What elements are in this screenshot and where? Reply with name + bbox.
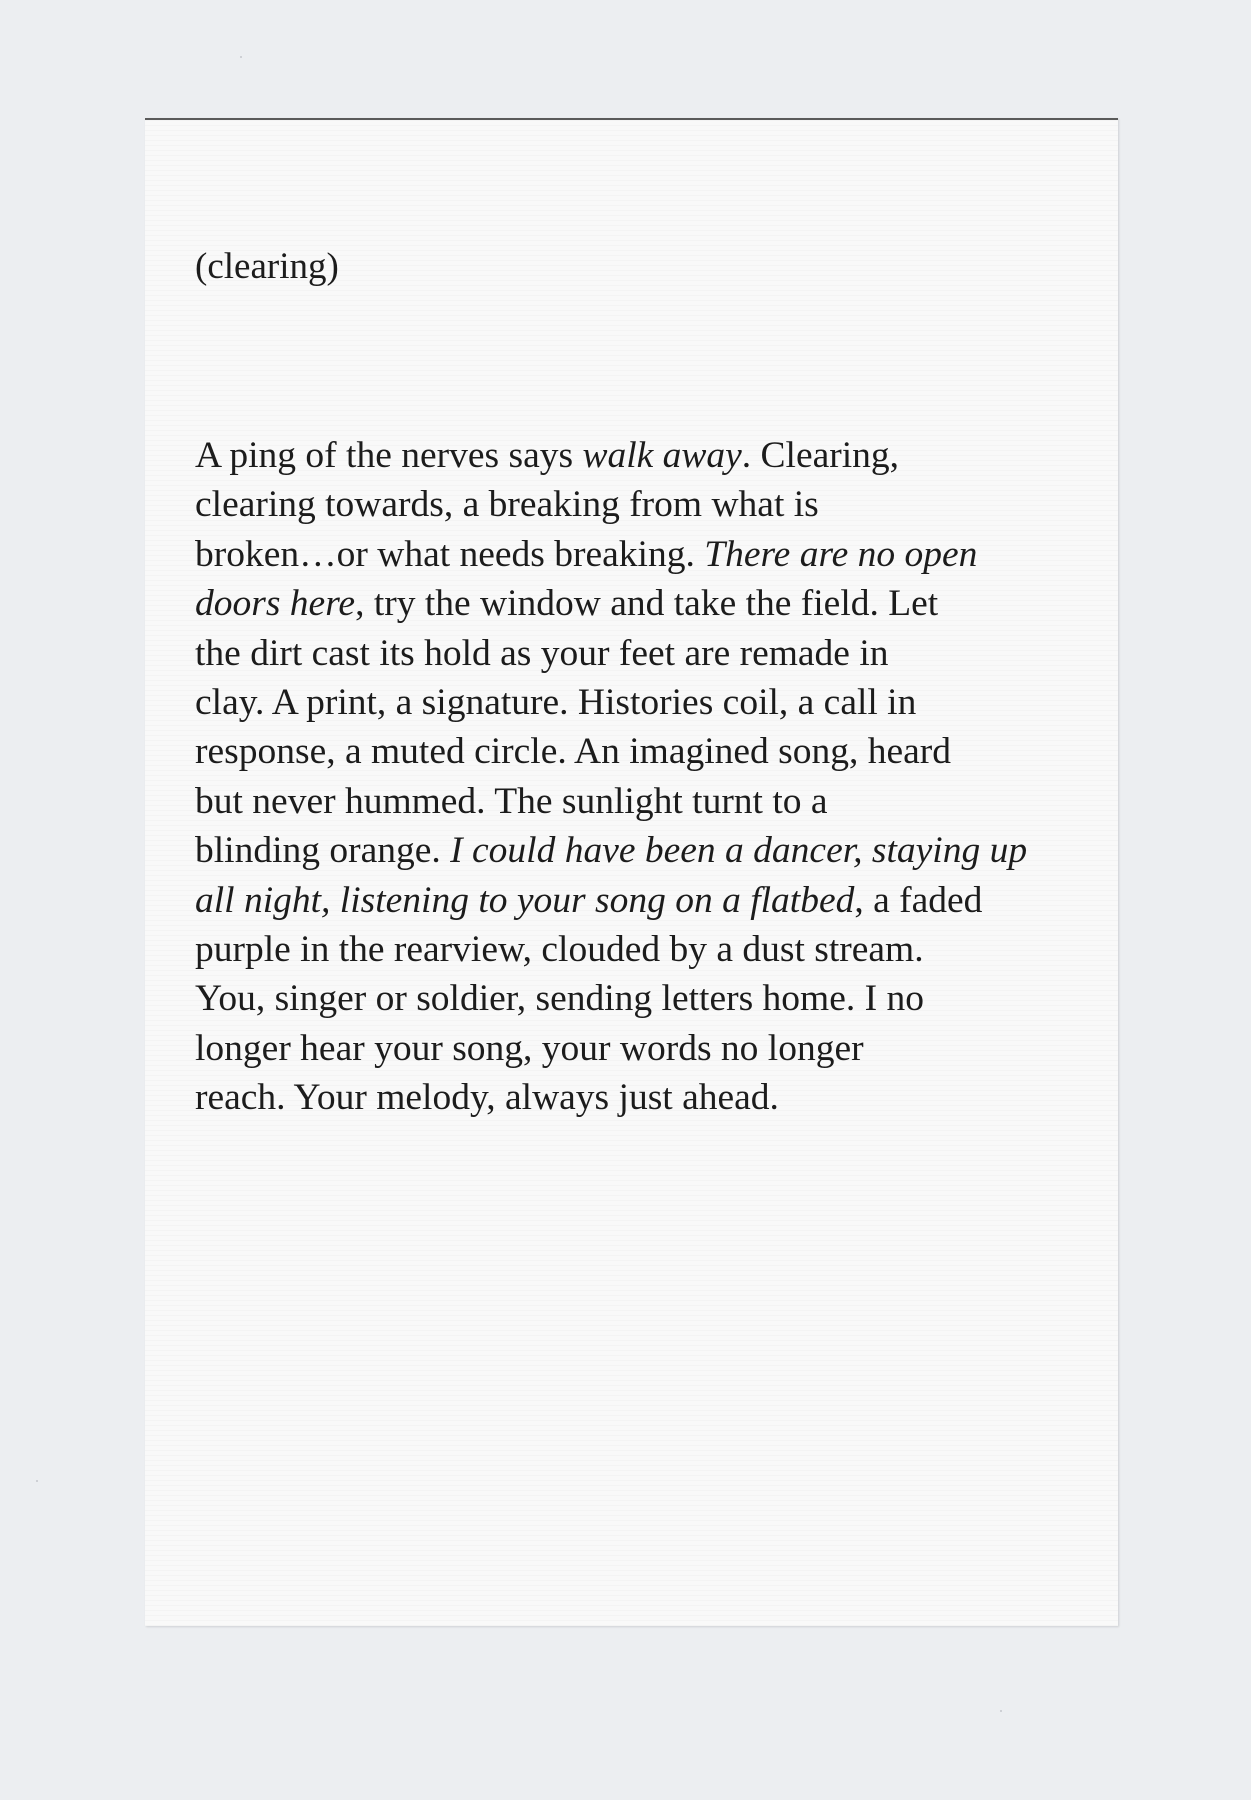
poem-line — [195, 579, 1095, 628]
poem-line — [195, 826, 1095, 875]
poem-line — [195, 480, 1095, 529]
poem-line — [195, 678, 1095, 727]
poem-italic-text: There are no open — [704, 533, 978, 575]
poem-text: response, a muted circle. An imagined song, heard — [195, 731, 952, 773]
poem-text: A ping of the nerves says — [195, 435, 583, 476]
poem-text: but never hummed. The sunlight turnt to a — [195, 780, 828, 822]
poem-line — [195, 1073, 1095, 1122]
poem-line — [195, 1024, 1095, 1073]
poem-italic-text: walk away — [582, 435, 742, 476]
poem-text: broken…or what needs breaking. — [195, 533, 705, 575]
poem-text: reach. Your melody, always just ahead. — [195, 1077, 779, 1119]
poem-text: clay. A print, a signature. Histories coil, a call in — [195, 682, 917, 724]
poem-text: longer hear your song, your words no longer — [195, 1027, 864, 1069]
poem-text: You, singer or soldier, sending letters home. I no — [195, 978, 924, 1020]
poem-line — [195, 530, 1095, 579]
dust-speck — [36, 1480, 38, 1482]
poem-italic-text: I could have been a dancer, staying up — [450, 830, 1028, 872]
poem-line — [195, 777, 1095, 826]
dust-speck — [1000, 1710, 1002, 1712]
poem-card — [145, 118, 1118, 1626]
poem-text: . Clearing, — [741, 435, 900, 476]
poem-italic-text: all night, listening to your song on a flatbed — [195, 879, 855, 921]
poem-line — [195, 974, 1095, 1023]
poem-line — [195, 727, 1095, 776]
poem-text: , a faded — [854, 879, 983, 921]
poem-line — [195, 876, 1095, 925]
poem-text: clearing towards, a breaking from what is — [195, 484, 819, 526]
poem-text: purple in the rearview, clouded by a dust stream. — [195, 929, 924, 971]
poem-italic-text: doors here — [195, 583, 356, 625]
poem-line — [195, 925, 1095, 974]
poem-title: (clearing) — [195, 246, 339, 287]
poem-text: the dirt cast its hold as your feet are remade in — [195, 632, 889, 674]
poem-text: , try the window and take the field. Let — [355, 583, 939, 625]
dust-speck — [240, 56, 242, 58]
poem-body — [195, 431, 1095, 1123]
poem-text: blinding orange. — [195, 830, 451, 872]
poem-line — [195, 431, 1095, 480]
poem-line — [195, 629, 1095, 678]
